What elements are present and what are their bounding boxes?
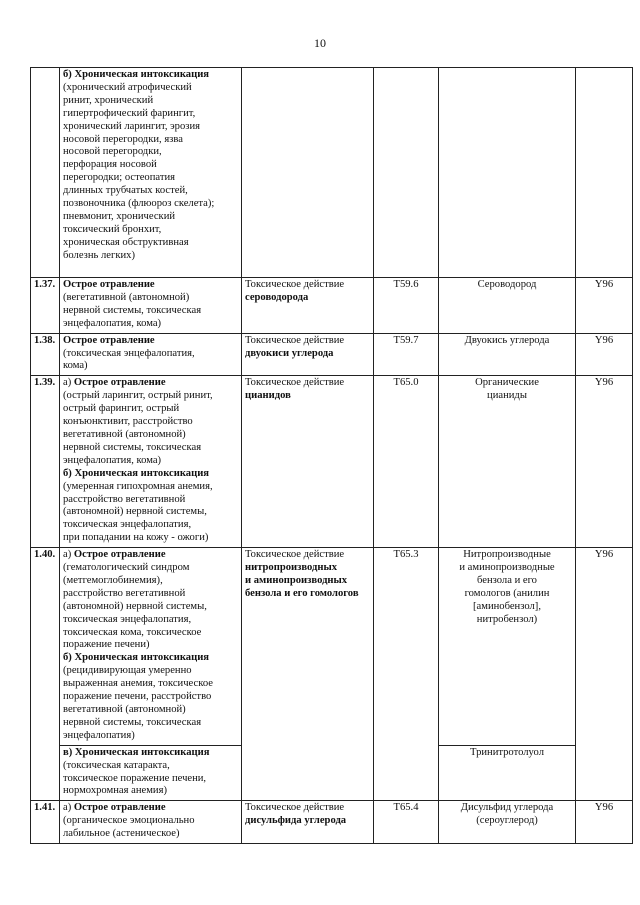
substance-cell <box>439 548 576 746</box>
cell-text-line: Токсическое действие <box>245 279 345 290</box>
cell-text-line: нитропроизводных <box>245 562 338 574</box>
factor-cell <box>242 548 374 801</box>
cell-text-line: поражение печени) <box>63 639 150 651</box>
factor-cell <box>242 333 374 376</box>
cell-text-line: цианиды <box>487 390 527 402</box>
cell-text-line: Тринитротолуол <box>470 746 544 758</box>
cell-text-line: хронический ларингит, эрозия <box>63 120 200 132</box>
cell-text-line: цианидов <box>245 390 291 402</box>
cell-text-line: перфорация носовой <box>63 159 157 171</box>
cell-text-line: гипертрофический фарингит, <box>63 107 196 119</box>
icd-code-cell: T65.3 <box>374 548 439 801</box>
cell-text-line: энцефалопатия, кома) <box>63 317 162 329</box>
disease-cell <box>60 278 242 334</box>
cell-text-line: при попадании на кожу - ожоги) <box>63 532 209 544</box>
row-number <box>31 68 60 278</box>
cell-text-line: б) Хроническая интоксикация <box>63 69 210 80</box>
factor-cell <box>242 68 374 278</box>
cell-text-line: хроническая обструктивная <box>63 236 189 248</box>
cell-text-line: дисульфида углерода <box>245 815 347 827</box>
cell-text-line: [аминобензол], <box>473 600 541 612</box>
table-row <box>31 548 633 746</box>
cell-text-line: Острое отравление <box>63 279 155 290</box>
factor-cell <box>242 801 374 844</box>
disease-cell <box>60 745 242 801</box>
heading-text: Острое отравление <box>73 802 166 814</box>
cell-text-line: лабильное (астеническое) <box>63 828 180 840</box>
cell-text-line: Двуокись углерода <box>464 334 550 346</box>
substance-cell <box>439 278 576 334</box>
icd-code-cell: T65.4 <box>374 801 439 844</box>
external-cause-cell <box>576 68 633 278</box>
cell-text-line: (хронический атрофический <box>63 81 192 93</box>
table-row <box>31 376 633 548</box>
cell-text-line: (автономной) нервной системы, <box>63 600 207 612</box>
cell-text-line: ринит, хронический <box>63 94 154 106</box>
cell-text-line: и аминопроизводные <box>459 562 555 574</box>
cell-text-line: нервной системы, токсическая <box>63 304 202 316</box>
substance-cell <box>439 68 576 278</box>
disease-cell <box>60 68 242 278</box>
cell-text-line: длинных трубчатых костей, <box>63 185 188 197</box>
cell-text-line: носовой перегородки, <box>63 146 162 158</box>
cell-text-line: энцефалопатия) <box>63 729 135 741</box>
cell-text-line: нитробензол) <box>476 613 538 625</box>
disease-cell <box>60 376 242 548</box>
cell-text-line: двуокиси углерода <box>245 347 334 359</box>
cell-text-line: энцефалопатия, кома) <box>63 454 162 466</box>
list-marker: а) <box>63 377 74 389</box>
row-number: 1.39. <box>31 376 60 548</box>
cell-text-line: и аминопроизводных <box>245 574 348 586</box>
cell-text-line: (автономной) нервной системы, <box>63 506 207 518</box>
cell-text-line: расстройство вегетативной <box>63 493 186 505</box>
disease-cell <box>60 548 242 746</box>
cell-text-line <box>63 377 238 390</box>
cell-text-line: кома) <box>63 360 88 372</box>
cell-text-line: пневмонит, хронический <box>63 210 176 222</box>
cell-text-line: вегетативной (автономной) <box>63 428 186 440</box>
page-number: 10 <box>314 36 326 50</box>
cell-text-line: Нитропроизводные <box>463 549 551 561</box>
list-marker: а) <box>63 549 74 561</box>
icd-code-cell: T65.0 <box>374 376 439 548</box>
cell-text-line: (вегетативной (автономной) <box>63 291 190 303</box>
cell-text-line: вегетативной (автономной) <box>63 704 186 715</box>
cell-text-line: Дисульфид углерода <box>460 802 554 814</box>
cell-text-line <box>63 802 238 815</box>
external-cause-cell: Y96 <box>576 376 633 548</box>
cell-text-line: (острый ларингит, острый ринит, <box>63 390 213 402</box>
disease-cell <box>60 333 242 376</box>
cell-text-line: бензола и его гомологов <box>245 587 359 599</box>
cell-text-line: перегородки; остеопатия <box>63 172 175 184</box>
cell-text-line: острый фарингит, острый <box>63 403 180 415</box>
substance-cell <box>439 376 576 548</box>
cell-text-line: б) Хроническая интоксикация <box>63 652 210 664</box>
cell-text-line: Органические <box>475 377 539 389</box>
cell-text-line: нервной системы, токсическая <box>63 716 202 728</box>
cell-text-line: (гематологический синдром <box>63 562 190 574</box>
icd-code-cell: T59.6 <box>374 278 439 334</box>
cell-text-line: конъюнктивит, расстройство <box>63 416 193 428</box>
cell-text-line: сероводорода <box>245 291 309 303</box>
cell-text-line: Токсическое действие <box>245 802 345 814</box>
cell-text-line: б) Хроническая интоксикация <box>63 467 210 479</box>
external-cause-cell: Y96 <box>576 278 633 334</box>
cell-text-line: (токсическая энцефалопатия, <box>63 347 195 359</box>
cell-text-line: носовой перегородки, язва <box>63 133 183 145</box>
cell-text-line: позвоночника (флюороз скелета); <box>63 198 215 210</box>
table-row <box>31 68 633 278</box>
row-number: 1.37. <box>31 278 60 334</box>
cell-text-line <box>63 549 238 562</box>
cell-text-line: Острое отравление <box>63 334 155 346</box>
row-number: 1.40. <box>31 548 60 801</box>
cell-text-line: (органическое эмоционально <box>63 815 195 827</box>
list-marker: а) <box>63 802 74 814</box>
cell-text-line: в) Хроническая интоксикация <box>63 746 210 758</box>
external-cause-cell: Y96 <box>576 333 633 376</box>
row-number: 1.41. <box>31 801 60 844</box>
external-cause-cell: Y96 <box>576 548 633 801</box>
factor-cell <box>242 278 374 334</box>
external-cause-cell: Y96 <box>576 801 633 844</box>
heading-text: Острое отравление <box>73 377 166 389</box>
cell-text-line: болезнь легких) <box>63 249 135 261</box>
cell-text-line: бензола и его <box>477 574 537 586</box>
cell-text-line: (рецидивирующая умеренно <box>63 665 192 677</box>
cell-text-line: поражение печени, расстройство <box>63 691 212 703</box>
cell-text-line: Токсическое действие <box>245 334 345 346</box>
cell-text-line: нормохромная анемия) <box>63 785 167 797</box>
cell-text-line: выраженная анемия, токсическое <box>63 678 213 690</box>
substance-cell <box>439 745 576 801</box>
disease-cell <box>60 801 242 844</box>
cell-text-line: токсическое поражение печени, <box>63 772 207 784</box>
cell-text-line: (токсическая катаракта, <box>63 759 170 771</box>
cell-text-line: нервной системы, токсическая <box>63 441 202 453</box>
cell-text-line: токсическая энцефалопатия, <box>63 519 192 531</box>
cell-text-line: токсическая энцефалопатия, <box>63 613 192 625</box>
cell-text-line: (сероуглерод) <box>476 815 538 827</box>
heading-text: Острое отравление <box>73 549 166 561</box>
row-number: 1.38. <box>31 333 60 376</box>
cell-text-line: (метгемоглобинемия), <box>63 574 163 586</box>
cell-text-line: Токсическое действие <box>245 377 345 389</box>
cell-text-line: гомологов (анилин <box>464 587 550 599</box>
cell-text-line: Токсическое действие <box>245 549 345 561</box>
icd-code-cell <box>374 68 439 278</box>
substance-cell <box>439 801 576 844</box>
icd-code-cell: T59.7 <box>374 333 439 376</box>
cell-text-line: (умеренная гипохромная анемия, <box>63 480 213 492</box>
substance-cell <box>439 333 576 376</box>
occupational-diseases-table <box>30 67 633 844</box>
cell-text-line: токсическая кома, токсическое <box>63 626 202 638</box>
cell-text-line: Сероводород <box>477 279 537 290</box>
table-row <box>31 278 633 334</box>
cell-text-line: расстройство вегетативной <box>63 587 186 599</box>
table-row <box>31 333 633 376</box>
factor-cell <box>242 376 374 548</box>
cell-text-line: токсический бронхит, <box>63 223 162 235</box>
table-row <box>31 801 633 844</box>
